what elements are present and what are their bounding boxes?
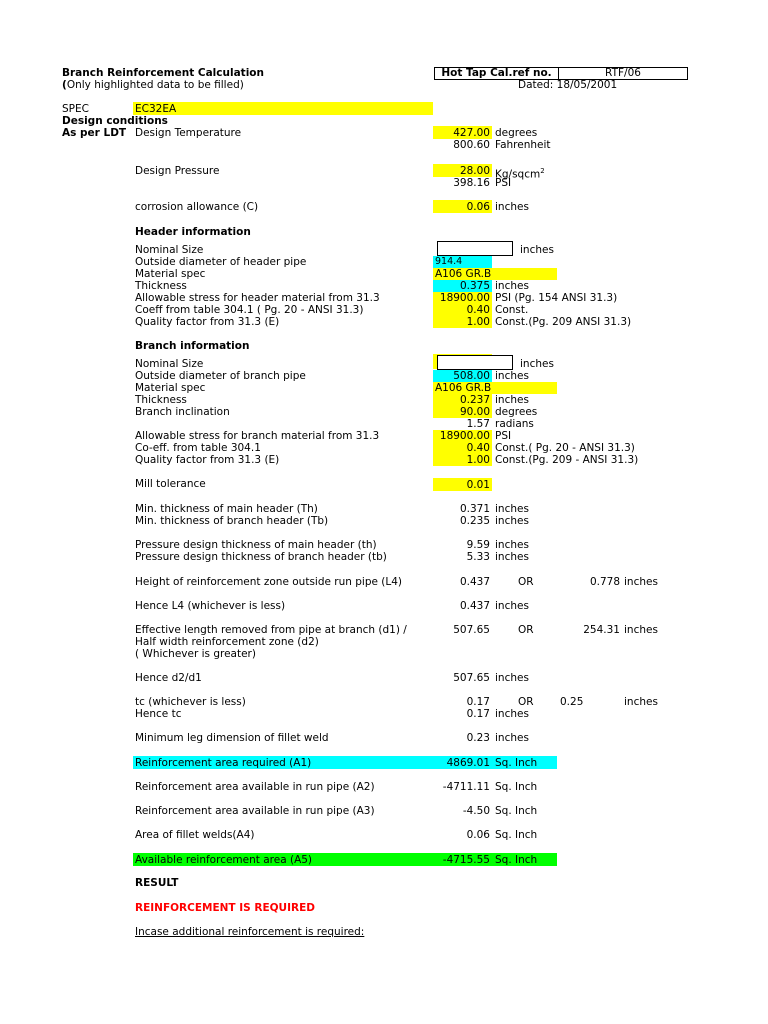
a5-unit: Sq. Inch	[495, 854, 538, 866]
branch-stress-label: Allowable stress for branch material from 31.3	[135, 430, 380, 442]
branch-od-unit: inches	[495, 370, 529, 382]
page-title: Branch Reinforcement Calculation	[62, 67, 264, 79]
press-label: Design Pressure	[135, 165, 220, 177]
ref-label: Hot Tap Cal.ref no.	[441, 67, 552, 79]
branch-incl-value: 90.00	[459, 406, 490, 418]
htc-unit: inches	[495, 708, 529, 720]
ldt-label: As per LDT	[62, 127, 127, 139]
temp-value: 427.00	[453, 127, 490, 139]
d1-label-3: ( Whichever is greater)	[135, 648, 256, 660]
header-qf-label: Quality factor from 31.3 (E)	[135, 316, 280, 328]
header-od-value: 914.4	[435, 256, 463, 267]
hd-label: Hence d2/d1	[135, 672, 202, 684]
l4-or: OR	[518, 576, 534, 588]
temp-unit: degrees	[495, 127, 538, 139]
header-thk-label: Thickness	[135, 280, 187, 292]
a4-unit: Sq. Inch	[495, 829, 538, 841]
header-mat-value: A106 GR.B	[435, 268, 492, 280]
mill-label: Mill tolerance	[135, 478, 206, 490]
leg-unit: inches	[495, 732, 529, 744]
branch-mat-value: A106 GR.B	[435, 382, 492, 394]
ca-label: corrosion allowance (C)	[135, 201, 259, 213]
branch-rad-value: 1.57	[466, 418, 490, 430]
ptb-value: 5.33	[466, 551, 490, 563]
branch-thk-label: Thickness	[135, 394, 187, 406]
a3-value: -4.50	[462, 805, 490, 817]
header-qf-value: 1.00	[466, 316, 490, 328]
header-mat-label: Material spec	[135, 268, 206, 280]
branch-nominal-label: Nominal Size	[135, 358, 204, 370]
a2-unit: Sq. Inch	[495, 781, 538, 793]
header-stress-label: Allowable stress for header material from 31.3	[135, 292, 380, 304]
branch-qf-value: 1.00	[466, 454, 490, 466]
header-thk-unit: inches	[495, 280, 529, 292]
tc-or: OR	[518, 696, 534, 708]
htc-value: 0.17	[466, 708, 490, 720]
ptb-unit: inches	[495, 551, 529, 563]
header-coeff-unit: Const.	[495, 304, 529, 316]
hd-value: 507.65	[453, 672, 490, 684]
leg-label: Minimum leg dimension of fillet weld	[135, 732, 329, 744]
header-stress-value: 18900.00	[439, 292, 490, 304]
header-thk-value: 0.375	[459, 280, 490, 292]
result-heading: RESULT	[135, 877, 179, 889]
tb-unit: inches	[495, 515, 529, 527]
result-note: Incase additional reinforcement is required:	[135, 926, 365, 938]
tc-value: 0.17	[466, 696, 490, 708]
d1-label-2: Half width reinforcement zone (d2)	[135, 636, 319, 648]
a1-value: 4869.01	[446, 757, 490, 769]
date-text: Dated: 18/05/2001	[518, 79, 618, 91]
branch-thk-unit: inches	[495, 394, 529, 406]
hd-unit: inches	[495, 672, 529, 684]
branch-qf-label: Quality factor from 31.3 (E)	[135, 454, 280, 466]
d1-or: OR	[518, 624, 534, 636]
subtitle-paren: (	[62, 79, 67, 91]
branch-stress-unit: PSI	[495, 430, 512, 442]
a1-label: Reinforcement area required (A1)	[135, 757, 312, 769]
header-nominal-input[interactable]	[437, 241, 513, 256]
press-psi-unit: PSI	[495, 177, 512, 189]
th-label: Min. thickness of main header (Th)	[135, 503, 318, 515]
branch-nominal-unit: inches	[520, 358, 554, 370]
tc-alt: 0.25	[560, 696, 584, 708]
temp-f-value: 800.60	[453, 139, 490, 151]
d1-value: 507.65	[453, 624, 490, 636]
d1-label-1: Effective length removed from pipe at branch (d1) /	[135, 624, 407, 636]
tb-label: Min. thickness of branch header (Tb)	[135, 515, 329, 527]
press-value: 28.00	[459, 165, 490, 177]
branch-incl-label: Branch inclination	[135, 406, 230, 418]
spec-cell[interactable]	[133, 102, 433, 115]
ref-value: RTF/06	[605, 67, 641, 79]
tc-label: tc (whichever is less)	[135, 696, 246, 708]
a5-value: -4715.55	[442, 854, 490, 866]
l4-label: Height of reinforcement zone outside run pipe (L4)	[135, 576, 403, 588]
a3-label: Reinforcement area available in run pipe (A3)	[135, 805, 375, 817]
tc-unit: inches	[624, 696, 658, 708]
a4-label: Area of fillet welds(A4)	[135, 829, 255, 841]
branch-nominal-input[interactable]	[437, 355, 513, 370]
hl4-value: 0.437	[459, 600, 490, 612]
branch-coeff-label: Co-eff. from table 304.1	[135, 442, 261, 454]
header-nominal-label: Nominal Size	[135, 244, 204, 256]
header-coeff-label: Coeff from table 304.1 ( Pg. 20 - ANSI 31.3)	[135, 304, 364, 316]
th-value: 0.371	[459, 503, 490, 515]
ca-value: 0.06	[466, 201, 490, 213]
branch-coeff-unit: Const.( Pg. 20 - ANSI 31.3)	[495, 442, 635, 454]
pth-unit: inches	[495, 539, 529, 551]
hl4-unit: inches	[495, 600, 529, 612]
header-coeff-value: 0.40	[466, 304, 490, 316]
ptb-label: Pressure design thickness of branch header (tb)	[135, 551, 387, 563]
header-stress-unit: PSI (Pg. 154 ANSI 31.3)	[495, 292, 618, 304]
header-nominal-unit: inches	[520, 244, 554, 256]
a1-unit: Sq. Inch	[495, 757, 538, 769]
d1-alt: 254.31	[583, 624, 620, 636]
header-qf-unit: Const.(Pg. 209 ANSI 31.3)	[495, 316, 632, 328]
press-psi-value: 398.16	[453, 177, 490, 189]
leg-value: 0.23	[466, 732, 490, 744]
pth-label: Pressure design thickness of main header (th)	[135, 539, 377, 551]
branch-rad-unit: radians	[495, 418, 534, 430]
a5-label: Available reinforcement area (A5)	[135, 854, 313, 866]
l4-unit: inches	[624, 576, 658, 588]
a2-value: -4711.11	[442, 781, 490, 793]
branch-mat-label: Material spec	[135, 382, 206, 394]
a2-label: Reinforcement area available in run pipe (A2)	[135, 781, 375, 793]
branch-od-value: 508.00	[453, 370, 490, 382]
l4-value: 0.437	[459, 576, 490, 588]
branch-info-heading: Branch information	[135, 340, 250, 352]
hl4-label: Hence L4 (whichever is less)	[135, 600, 286, 612]
tb-value: 0.235	[459, 515, 490, 527]
branch-incl-unit: degrees	[495, 406, 538, 418]
spec-value: EC32EA	[135, 103, 177, 115]
htc-label: Hence tc	[135, 708, 182, 720]
mill-value: 0.01	[466, 479, 490, 491]
branch-od-label: Outside diameter of branch pipe	[135, 370, 306, 382]
d1-unit: inches	[624, 624, 658, 636]
subtitle	[62, 79, 244, 91]
subtitle-text: Only highlighted data to be filled)	[66, 79, 244, 91]
th-unit: inches	[495, 503, 529, 515]
spec-label: SPEC	[62, 103, 89, 115]
pth-value: 9.59	[466, 539, 490, 551]
design-heading: Design conditions	[62, 115, 168, 127]
branch-stress-value: 18900.00	[439, 430, 490, 442]
branch-thk-value: 0.237	[459, 394, 490, 406]
result-status: REINFORCEMENT IS REQUIRED	[135, 902, 315, 914]
l4-alt: 0.778	[589, 576, 620, 588]
branch-coeff-value: 0.40	[466, 442, 490, 454]
a3-unit: Sq. Inch	[495, 805, 538, 817]
press-unit-text: Kg/sqcm	[495, 168, 541, 181]
ca-unit: inches	[495, 201, 529, 213]
header-od-label: Outside diameter of header pipe	[135, 256, 307, 268]
temp-label: Design Temperature	[135, 127, 242, 139]
temp-f-unit: Fahrenheit	[495, 139, 551, 151]
a4-value: 0.06	[466, 829, 490, 841]
header-info-heading: Header information	[135, 226, 251, 238]
branch-qf-unit: Const.(Pg. 209 - ANSI 31.3)	[495, 454, 639, 466]
press-unit-sup: 2	[540, 167, 545, 175]
